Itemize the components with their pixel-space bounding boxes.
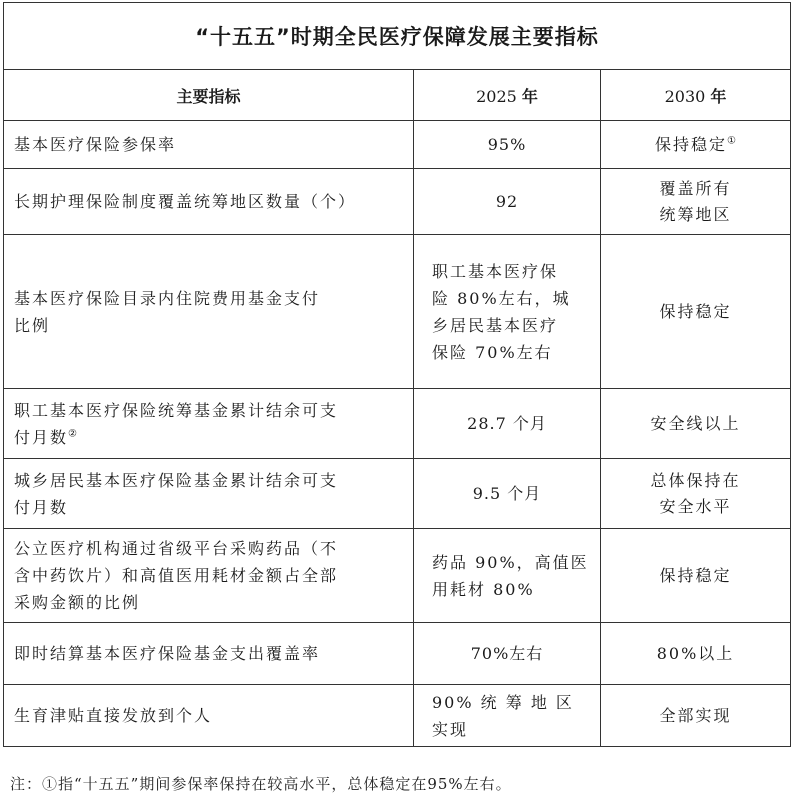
- cell-line: 保持稳定: [655, 134, 728, 154]
- cell-line: 险 80%左右，城: [432, 288, 571, 308]
- cell-line: 付月数: [14, 427, 69, 447]
- value-2025-cell: [414, 389, 601, 459]
- cell-line: 乡居民基本医疗: [432, 315, 559, 335]
- table-title: “十五五”时期全民医疗保障发展主要指标: [4, 3, 791, 70]
- header-2025-unit: 年: [521, 86, 538, 106]
- table-row: [4, 169, 791, 235]
- cell-line: 生育津贴直接发放到个人: [14, 706, 213, 725]
- footnote-marker: ①: [727, 135, 736, 147]
- value-2030-cell: [601, 623, 791, 685]
- indicator-cell: [4, 529, 414, 623]
- cell-line: 基本医疗保险目录内住院费用基金支付: [14, 288, 321, 308]
- cell-line: 安全线以上: [650, 413, 741, 433]
- header-2030-year: 2030: [664, 86, 706, 106]
- header-2025: [414, 70, 601, 121]
- cell-line: 70%左右: [470, 644, 544, 663]
- value-2030-cell: [601, 389, 791, 459]
- table-row: [4, 389, 791, 459]
- cell-line: 80%以上: [656, 643, 735, 663]
- cell-line: 基本医疗保险参保率: [14, 135, 177, 154]
- indicator-cell: [4, 623, 414, 685]
- cell-line: 即时结算基本医疗保险基金支出覆盖率: [14, 644, 321, 663]
- indicator-cell: [4, 459, 414, 529]
- value-2030-cell: [601, 685, 791, 747]
- cell-line: 职工基本医疗保险统筹基金累计结余可支: [14, 400, 339, 420]
- cell-line: 公立医疗机构通过省级平台采购药品（不: [14, 539, 339, 558]
- header-indicator: [4, 70, 414, 121]
- footnote-marker: ②: [68, 428, 77, 440]
- cell-line: 保险 70%左右: [432, 342, 553, 362]
- value-2030-cell: [601, 459, 791, 529]
- indicator-cell: [4, 685, 414, 747]
- footnote: 注：①指“十五五”期间参保率保持在较高水平，总体稳定在95%左右。: [10, 775, 512, 793]
- header-2030-unit: 年: [710, 86, 727, 106]
- cell-line: 安全水平: [659, 496, 732, 516]
- cell-line: 长期护理保险制度覆盖统筹地区数量（个）: [14, 192, 357, 211]
- cell-line: 90% 统 筹 地 区: [432, 692, 574, 712]
- value-2030-cell: [601, 169, 791, 235]
- table-row: [4, 529, 791, 623]
- header-indicator-label: 主要指标: [176, 86, 241, 106]
- cell-line: 职工基本医疗保: [432, 261, 559, 281]
- cell-line: 付月数: [14, 497, 69, 517]
- value-2030-cell: [601, 529, 791, 623]
- cell-line: 92: [495, 192, 519, 211]
- value-2025-cell: [414, 121, 601, 169]
- value-2025-cell: [414, 529, 601, 623]
- cell-line: 城乡居民基本医疗保险基金累计结余可支: [14, 470, 339, 490]
- header-row: [4, 70, 791, 121]
- table-row: [4, 121, 791, 169]
- value-2025-cell: [414, 459, 601, 529]
- cell-line: 95%: [487, 135, 527, 154]
- title-row: [4, 3, 791, 70]
- cell-line: 28.7 个月: [467, 414, 547, 433]
- cell-line: 药品 90%，高值医: [432, 552, 589, 572]
- cell-line: 实现: [432, 719, 469, 739]
- cell-line: 采购金额的比例: [14, 593, 141, 612]
- table-row: [4, 623, 791, 685]
- cell-line: 用耗材 80%: [432, 579, 535, 599]
- value-2025-cell: [414, 685, 601, 747]
- value-2030-cell: [601, 121, 791, 169]
- indicator-cell: [4, 389, 414, 459]
- cell-line: 全部实现: [659, 705, 732, 725]
- cell-line: 含中药饮片）和高值医用耗材金额占全部: [14, 566, 339, 585]
- value-2025-cell: [414, 169, 601, 235]
- table-row: [4, 235, 791, 389]
- cell-line: 比例: [14, 315, 51, 335]
- cell-line: 保持稳定: [659, 301, 732, 321]
- cell-line: 9.5 个月: [472, 484, 542, 503]
- cell-line: 保持稳定: [659, 565, 732, 585]
- cell-line: 覆盖所有: [659, 178, 732, 198]
- header-2025-year: 2025: [476, 86, 517, 106]
- cell-line: 统筹地区: [659, 204, 732, 224]
- indicator-cell: [4, 121, 414, 169]
- value-2030-cell: [601, 235, 791, 389]
- cell-line: 总体保持在: [650, 470, 741, 490]
- header-2030: [601, 70, 791, 121]
- table-row: [4, 459, 791, 529]
- indicator-cell: [4, 169, 414, 235]
- indicator-cell: [4, 235, 414, 389]
- table-row: [4, 685, 791, 747]
- value-2025-cell: [414, 235, 601, 389]
- indicators-table: [3, 2, 791, 747]
- value-2025-cell: [414, 623, 601, 685]
